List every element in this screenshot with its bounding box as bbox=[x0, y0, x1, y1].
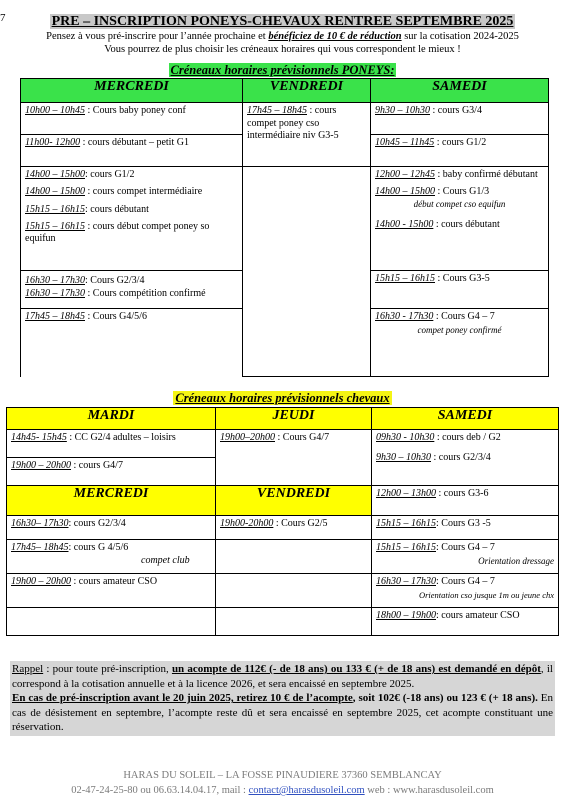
email-link[interactable]: contact@harasdusoleil.com bbox=[248, 785, 365, 796]
slot-cell: 19h00-20h00 : Cours G2/5 bbox=[216, 516, 372, 540]
day-header-vendredi: VENDREDI bbox=[243, 79, 371, 103]
slot-cell: 19h00 – 20h00 : cours G4/7 bbox=[7, 458, 216, 486]
website-text: web : www.harasdusoleil.com bbox=[367, 785, 494, 796]
slot-cell: 9h30 – 10h30 : cours G3/4 bbox=[371, 103, 549, 135]
page-marker: 7 bbox=[0, 12, 6, 24]
slot-cell: 17h45 – 18h45 : cours compet poney cso intermédiaire niv G3-5 bbox=[243, 103, 371, 167]
empty-cell bbox=[216, 540, 372, 574]
slot-cell: 15h15 – 16h15: Cours G4 – 7 Orientation dressage bbox=[372, 540, 559, 574]
day-header-samedi-horses: SAMEDI bbox=[372, 408, 559, 430]
horses-heading: Créneaux horaires prévisionnels chevaux bbox=[175, 391, 390, 405]
slot-cell: 12h00 – 13h00 : cours G3-6 bbox=[372, 486, 559, 516]
slot-cell: 14h45- 15h45 : CC G2/4 adultes – loisirs bbox=[7, 430, 216, 458]
slot-cell: 10h00 – 10h45 : Cours baby poney conf bbox=[21, 103, 243, 135]
empty-cell bbox=[216, 608, 372, 636]
footer-contact: 02-47-24-25-80 ou 06.63.14.04.17, mail : contact@harasdusoleil.com web : www.harasdusoleil.com bbox=[71, 785, 494, 796]
slot-cell: 19h00 – 20h00 : cours amateur CSO bbox=[7, 574, 216, 608]
slot-cell: 17h45 – 18h45 : Cours G4/5/6 bbox=[21, 309, 243, 377]
slot-cell: 18h00 – 19h00: cours amateur CSO bbox=[372, 608, 559, 636]
slot-cell: 14h00 – 15h00: cours G1/2 14h00 – 15h00 : cours compet intermédiaire 15h15 – 16h15: cours débutant 15h15 – 16h15 : cours début compet poney so equifun bbox=[21, 167, 243, 271]
deposit-reminder: Rappel : pour toute pré-inscription, un acompte de 112€ (- de 18 ans) ou 133 € (+ de 18 ans) est demandé en dépôt, il correspond à la cotisation annuelle et à la licence 2026, et sera encaissé en septembre 2025. En cas de pré-inscription avant le 20 juin 2025, retirez 10 € de l’acompte, soit 102€ (-18 ans) ou 123 € (+ 18 ans). En cas de désistement en septembre, l’acompte reste dû et sera encaissé en septembre 2025, cet acompte constituant une réservation. bbox=[10, 661, 555, 736]
ponies-schedule-table bbox=[20, 78, 549, 377]
day-header-mercredi-horses: MERCREDI bbox=[7, 486, 216, 516]
footer-address: HARAS DU SOLEIL – LA FOSSE PINAUDIERE 37360 SEMBLANCAY bbox=[123, 770, 442, 781]
day-header-samedi: SAMEDI bbox=[371, 79, 549, 103]
day-header-mardi: MARDI bbox=[7, 408, 216, 430]
slot-cell: 16h30 - 17h30 : Cours G4 – 7 compet poney confirmé bbox=[371, 309, 549, 377]
slot-cell: 15h15 – 16h15 : Cours G3-5 bbox=[371, 271, 549, 309]
slot-cell: 16h30– 17h30: cours G2/3/4 bbox=[7, 516, 216, 540]
horses-schedule-table bbox=[6, 407, 559, 636]
intro-text: Pensez à vous pré-inscrire pour l’année prochaine et bénéficiez de 10 € de réduction sur la cotisation 2024-2025 Vous pourrez de plus choisir les créneaux horaires qui vous correspondent le mieux ! bbox=[46, 31, 519, 55]
ponies-heading: Créneaux horaires prévisionnels PONEYS: bbox=[170, 63, 395, 77]
slot-cell: 10h45 – 11h45 : cours G1/2 bbox=[371, 135, 549, 167]
slot-cell: 15h15 – 16h15: Cours G3 -5 bbox=[372, 516, 559, 540]
empty-cell bbox=[243, 167, 371, 377]
empty-cell bbox=[216, 574, 372, 608]
slot-cell: 17h45– 18h45: cours G 4/5/6 compet club bbox=[7, 540, 216, 574]
slot-cell: 19h00–20h00 : Cours G4/7 bbox=[216, 430, 372, 486]
slot-cell: 16h30 – 17h30: Cours G2/3/4 16h30 – 17h30 : Cours compétition confirmé bbox=[21, 271, 243, 309]
day-header-mercredi: MERCREDI bbox=[21, 79, 243, 103]
slot-cell: 09h30 - 10h30 : cours deb / G2 9h30 – 10h30 : cours G2/3/4 bbox=[372, 430, 559, 486]
day-header-vendredi-horses: VENDREDI bbox=[216, 486, 372, 516]
slot-cell: 11h00- 12h00 : cours débutant – petit G1 bbox=[21, 135, 243, 167]
slot-cell: 16h30 – 17h30: Cours G4 – 7 Orientation cso jusque 1m ou jeune chx bbox=[372, 574, 559, 608]
slot-cell: 12h00 – 12h45 : baby confirmé débutant 14h00 – 15h00 : Cours G1/3 début compet cso equifun 14h00 - 15h00 : cours débutant bbox=[371, 167, 549, 271]
empty-cell bbox=[7, 608, 216, 636]
page-title: PRE – INSCRIPTION PONEYS-CHEVAUX RENTREE SEPTEMBRE 2025 bbox=[51, 14, 514, 29]
day-header-jeudi: JEUDI bbox=[216, 408, 372, 430]
